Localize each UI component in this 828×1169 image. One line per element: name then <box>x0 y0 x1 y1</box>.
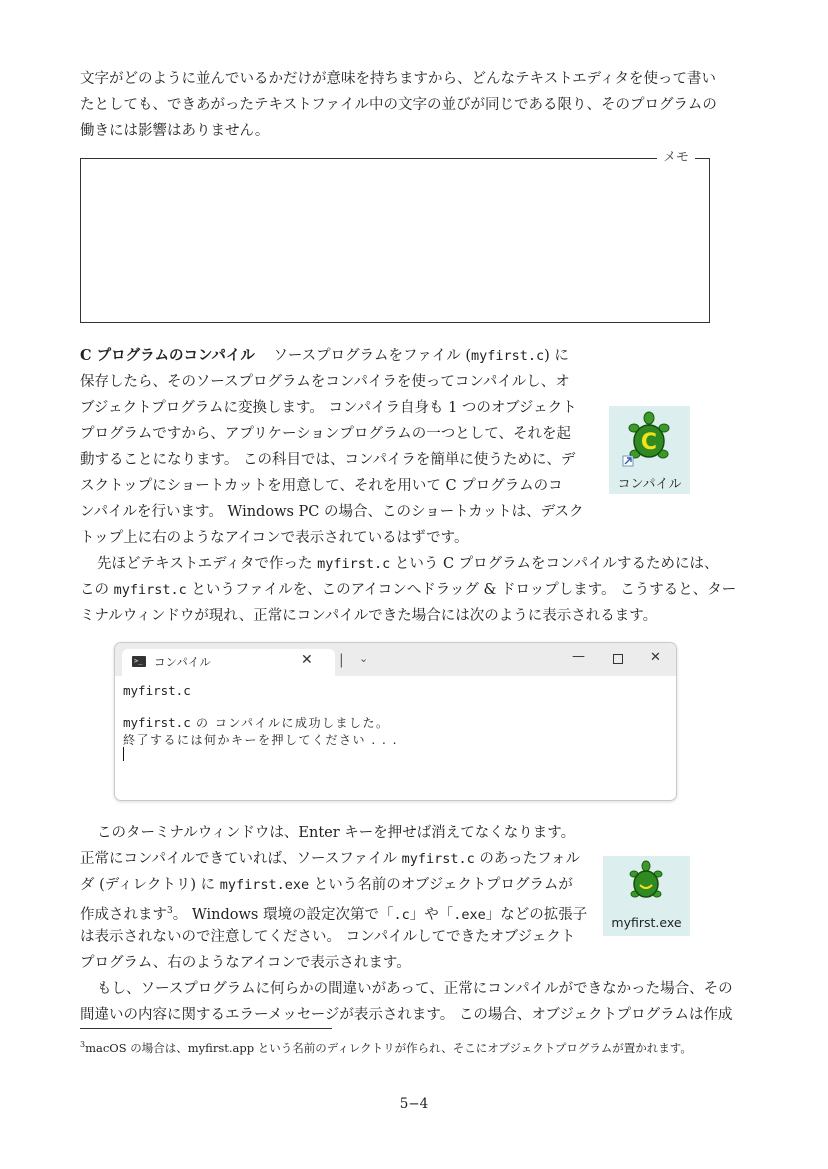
memo-label: メモ <box>657 150 695 166</box>
text-span: のあったフォル <box>474 851 580 867</box>
terminal-app-icon: >_ <box>132 656 146 667</box>
minimize-icon[interactable]: — <box>572 649 585 664</box>
text-span: 。 Windows 環境の設定次第で「 <box>172 906 394 923</box>
compile-line: ンパイルを行います。 Windows PC の場合、このショートカットは、デスク <box>80 504 584 520</box>
code-span: myfirst.c <box>317 556 391 572</box>
compile-line: ブジェクトプログラムに変換します。 コンパイラ自身も 1 つのオブジェクト <box>80 400 577 416</box>
footnote-mark: 3 <box>80 1040 86 1049</box>
terminal-line <box>123 714 390 731</box>
error-line: 間違いの内容に関するエラーメッセージが表示されます。 この場合、オブジェクトプログラムは作成 <box>80 1007 733 1023</box>
compile-icon-label: コンパイル <box>617 477 682 492</box>
footnote <box>80 1036 692 1057</box>
close-window-icon[interactable]: ✕ <box>650 650 661 665</box>
intro-line: 働きには影響はありません。 <box>80 123 270 139</box>
code-span: .c <box>393 906 410 923</box>
footnote-marker[interactable]: 3 <box>167 906 173 916</box>
terminal-line: 終了するには何かキーを押してください . . . <box>123 733 398 747</box>
text-span: この <box>80 582 114 598</box>
text-span: の コンパイルに成功しました。 <box>190 716 390 730</box>
compile-line: 動することになります。 この科目では、コンパイラを簡単に使うために、デ <box>80 452 576 468</box>
after-line: プログラム、右のようなアイコンで表示されます。 <box>80 955 411 971</box>
turtle-icon <box>609 406 690 476</box>
compile-line: プログラムですから、アプリケーションプログラムの一つとして、それを起 <box>80 426 571 442</box>
code-span: myfirst.c <box>113 582 187 598</box>
error-line: もし、ソースプログラムに何らかの間違いがあって、正常にコンパイルができなかった場合、その <box>97 981 733 997</box>
footnote-rule <box>80 1028 332 1029</box>
text-span: 先ほどテキストエディタで作った <box>97 556 318 572</box>
text-span: 」や「 <box>409 906 454 923</box>
text-span: 」などの拡張子 <box>485 906 588 923</box>
code-span: myfirst.exe <box>219 877 310 893</box>
dragdrop-line: ミナルウィンドウが現れ、正常にコンパイルできた場合には次のように表示されるます。 <box>80 608 658 624</box>
memo-box <box>80 150 710 323</box>
terminal-tab[interactable] <box>122 649 335 676</box>
close-tab-icon[interactable]: ✕ <box>301 652 313 668</box>
terminal-titlebar <box>115 643 676 676</box>
text-span: という C プログラムをコンパイルするためには、 <box>390 556 719 572</box>
intro-line: たとしても、できあがったテキストファイル中の文字の並びが同じである限り、そのプログラムの <box>80 97 717 113</box>
exe-program-icon[interactable] <box>603 856 690 936</box>
terminal-tab-title: コンパイル <box>154 655 211 669</box>
code-span: myfirst.c <box>470 348 545 364</box>
terminal-line: myfirst.c <box>123 683 191 698</box>
code-span: myfirst.c <box>401 851 475 867</box>
code-span: .exe <box>453 906 486 923</box>
text-span: という名前のオブジェクトプログラムが <box>309 877 573 893</box>
code-span: myfirst.c <box>123 715 191 730</box>
text-span: ダ (ディレクトリ) に <box>80 877 220 893</box>
icon-letter: C <box>640 430 658 455</box>
page-number: 5−4 <box>399 1096 429 1112</box>
dragdrop-line <box>80 577 736 603</box>
terminal-window <box>114 642 677 801</box>
text-span: というファイルを、このアイコンへドラッグ & ドロップします。 こうすると、ター <box>186 582 737 598</box>
exe-icon-label: myfirst.exe <box>611 915 682 930</box>
text-span: 正常にコンパイルできていれば、ソースファイル <box>80 851 402 867</box>
footnote-text: macOS の場合は、myfirst.app という名前のディレクトリが作られ、そこにオブジェクトプログラムが置かれます。 <box>85 1040 692 1055</box>
after-line: は表示されないので注意してください。 コンパイルしてできたオブジェクト <box>80 929 576 945</box>
compile-line: 保存したら、そのソースプログラムをコンパイラを使ってコンパイルし、オ <box>80 374 570 390</box>
dragdrop-line <box>97 551 719 577</box>
text-span: ) に <box>544 348 569 364</box>
after-line: このターミナルウィンドウは、Enter キーを押せば消えてなくなります。 <box>97 825 576 841</box>
text-span: 作成されます <box>80 906 167 923</box>
after-line <box>80 846 580 872</box>
after-line <box>80 872 573 898</box>
new-tab-separator: | <box>339 652 344 668</box>
terminal-cursor <box>123 747 124 761</box>
compile-shortcut-icon[interactable] <box>609 406 690 494</box>
chevron-down-icon[interactable]: ⌄ <box>359 652 369 665</box>
compile-line: スクトップにショートカットを用意して、それを用いて C プログラムのコ <box>80 478 563 494</box>
compile-line <box>80 343 569 369</box>
section-heading: C プログラムのコンパイル <box>80 347 255 364</box>
compile-line: トップ上に右のようなアイコンで表示されているはずです。 <box>80 530 469 546</box>
maximize-icon[interactable] <box>613 654 623 664</box>
turtle-icon <box>603 856 690 912</box>
intro-line: 文字がどのように並んでいるかだけが意味を持ちますから、どんなテキストエディタを使って書い <box>80 71 716 87</box>
text-span: ソースプログラムをファイル ( <box>273 348 471 364</box>
